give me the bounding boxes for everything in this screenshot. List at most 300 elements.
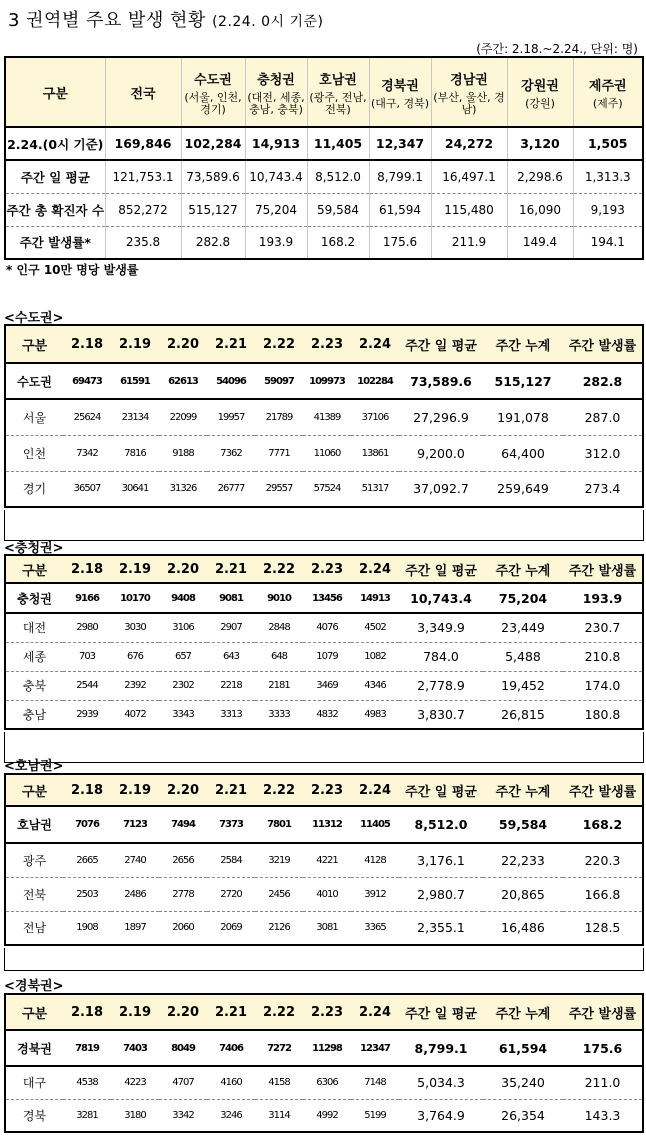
region-row-cell: 2907	[207, 613, 255, 642]
region-header-row-cell: 주간 일 평균	[399, 994, 483, 1030]
region-row-cell: 211.0	[563, 1066, 643, 1099]
region-header-row-cell: 2.21	[207, 994, 255, 1030]
summary-header-label: 충청권	[257, 72, 295, 88]
region-header-row	[5, 325, 643, 363]
region-header-row-label: 구분	[5, 774, 63, 806]
region-row-cell: 3081	[316, 922, 338, 934]
summary-cell: 194.1	[573, 226, 643, 259]
region-total-row	[5, 363, 643, 399]
region-header-row-cell: 2.23	[303, 325, 351, 363]
region-row-cell: 128.5	[584, 920, 621, 936]
region-row-cell: 2848	[255, 613, 303, 642]
summary-cell: 235.8	[105, 226, 181, 259]
region-row-cell: 784.0	[399, 642, 483, 671]
region-header-row-cell: 주간 누계	[483, 994, 563, 1030]
summary-header-sub: (강원)	[525, 96, 555, 110]
region-row-cell: 3219	[255, 843, 303, 877]
summary-cell: 282.8	[181, 226, 245, 259]
region-total-row-cell: 11298	[303, 1030, 351, 1066]
region-row-cell: 312.0	[563, 435, 643, 471]
region-row-cell: 1082	[351, 642, 399, 671]
region-row-label: 광주	[5, 843, 63, 877]
region-header-row-cell: 2.18	[63, 555, 111, 583]
region-row-cell: 5,488	[483, 642, 563, 671]
region-row-cell: 3106	[159, 613, 207, 642]
region-total-row-cell: 10170	[111, 583, 159, 613]
region-total-row-cell: 282.8	[563, 363, 643, 399]
region-row-cell: 7816	[111, 435, 159, 471]
region-row-cell: 4160	[207, 1066, 255, 1099]
region-row-cell: 64,400	[483, 435, 563, 471]
region-row-cell: 4221	[303, 843, 351, 877]
region-row-cell: 220.3	[563, 843, 643, 877]
summary-header-label: 강원권	[521, 78, 559, 94]
region-row-cell: 273.4	[584, 481, 621, 497]
region-row-cell: 3180	[124, 1109, 146, 1121]
region-total-row-label: 수도권	[5, 363, 63, 399]
region-row-cell: 4072	[124, 708, 146, 720]
summary-header-label: 수도권	[194, 72, 232, 88]
region-row-cell: 2456	[255, 877, 303, 911]
region-row-cell: 657	[159, 642, 207, 671]
region-row-label: 충남	[22, 707, 47, 722]
region-header-row-cell: 2.20	[159, 325, 207, 363]
region-total-row-cell: 8,512.0	[399, 806, 483, 843]
region-row-cell: 174.0	[563, 671, 643, 700]
region-row	[5, 911, 643, 945]
region-row	[5, 613, 643, 642]
summary-header-sub: (대구, 경북)	[370, 96, 430, 110]
summary-cell: 16,497.1	[431, 160, 507, 193]
region-row-cell: 2720	[207, 877, 255, 911]
region-row-cell: 210.8	[563, 642, 643, 671]
summary-cell: 8,799.1	[369, 160, 431, 193]
summary-row-label: 주간 일 평균	[5, 160, 105, 193]
region-row-cell: 13861	[351, 435, 399, 471]
region-row-cell: 2503	[63, 877, 111, 911]
region-row-cell: 11060	[303, 435, 351, 471]
table-blank-row	[4, 732, 644, 763]
summary-cell: 149.4	[507, 226, 573, 259]
region-total-row-cell: 73,589.6	[399, 363, 483, 399]
region-header-row-cell: 주간 발생률	[563, 325, 643, 363]
region-total-row-label: 호남권	[5, 806, 63, 843]
region-row-cell: 57524	[313, 483, 341, 495]
region-header-row-cell: 2.20	[159, 774, 207, 806]
region-table	[4, 993, 644, 1133]
summary-cell: 3,120	[507, 127, 573, 160]
region-row-cell: 3313	[220, 708, 242, 720]
region-row-cell: 3,764.9	[417, 1107, 465, 1123]
region-total-row-cell: 12347	[351, 1030, 399, 1066]
region-row-cell: 3246	[220, 1109, 242, 1121]
region-total-row-cell: 7801	[255, 806, 303, 843]
region-label: <충청권>	[4, 541, 64, 556]
region-total-row-cell: 61591	[111, 363, 159, 399]
region-header-row	[5, 555, 643, 583]
region-total-row-cell: 75,204	[483, 583, 563, 613]
region-row-cell: 31326	[169, 483, 197, 495]
region-row-cell: 19957	[207, 399, 255, 435]
summary-table	[4, 56, 644, 260]
region-row-cell: 26,815	[501, 706, 545, 722]
region-total-row-cell: 7403	[111, 1030, 159, 1066]
region-row-cell: 3342	[172, 1109, 194, 1121]
region-row-cell: 648	[255, 642, 303, 671]
region-row-cell: 21789	[255, 399, 303, 435]
region-row-label: 서울	[5, 399, 63, 435]
summary-row	[5, 226, 643, 259]
region-row-cell: 4707	[159, 1066, 207, 1099]
region-total-row-cell: 102284	[351, 363, 399, 399]
summary-header-label: 호남권	[319, 72, 357, 88]
region-row-cell: 2,778.9	[399, 671, 483, 700]
region-row-cell: 2665	[63, 843, 111, 877]
summary-row-label: 2.24.(0시 기준)	[5, 127, 105, 160]
region-table	[4, 773, 644, 946]
section-title	[8, 6, 324, 32]
region-row-cell: 2656	[159, 843, 207, 877]
summary-header-sub: (광주, 전남, 전북)	[309, 90, 367, 116]
region-header-row-cell: 2.20	[159, 555, 207, 583]
region-row-cell: 20,865	[483, 877, 563, 911]
region-label: <수도권>	[4, 311, 64, 326]
region-row	[5, 435, 643, 471]
region-row-cell: 7148	[351, 1066, 399, 1099]
summary-cell: 16,090	[507, 193, 573, 226]
summary-header-cell	[431, 57, 507, 127]
region-row-cell: 2980	[63, 613, 111, 642]
region-row-cell: 4158	[255, 1066, 303, 1099]
region-row-cell: 703	[63, 642, 111, 671]
region-header-row-cell: 2.24	[351, 774, 399, 806]
summary-header-sub: (서울, 인천, 경기)	[184, 90, 242, 116]
summary-cell: 11,405	[307, 127, 369, 160]
region-total-row-cell: 9408	[159, 583, 207, 613]
region-row-cell: 3333	[268, 708, 290, 720]
region-header-row-cell: 2.21	[207, 774, 255, 806]
region-row-cell: 3114	[268, 1109, 290, 1121]
summary-header-sub: (대전, 세종, 충남, 충북)	[247, 90, 305, 116]
region-header-row-cell: 2.22	[255, 325, 303, 363]
region-row-cell: 676	[111, 642, 159, 671]
region-total-row-cell: 175.6	[563, 1030, 643, 1066]
region-total-row-cell: 59097	[255, 363, 303, 399]
region-row-cell: 5199	[364, 1109, 386, 1121]
summary-header-cell	[5, 57, 105, 127]
region-label: <호남권>	[4, 759, 64, 774]
region-table	[4, 554, 644, 730]
region-total-row-cell: 10,743.4	[399, 583, 483, 613]
region-header-row-cell: 2.24	[351, 994, 399, 1030]
region-row	[5, 671, 643, 700]
summary-row-label: 주간 발생률*	[19, 235, 91, 251]
region-total-row-cell: 59,584	[483, 806, 563, 843]
region-header-row-cell: 주간 누계	[483, 325, 563, 363]
region-row-cell: 2778	[159, 877, 207, 911]
region-row-cell: 4223	[111, 1066, 159, 1099]
region-total-row-cell: 8049	[159, 1030, 207, 1066]
region-row-cell: 3469	[303, 671, 351, 700]
region-header-row-cell: 2.23	[303, 555, 351, 583]
region-header-row-cell: 주간 발생률	[563, 774, 643, 806]
summary-cell: 61,594	[369, 193, 431, 226]
region-row-cell: 4983	[364, 708, 386, 720]
summary-header-cell	[105, 57, 181, 127]
region-total-row-cell: 7494	[159, 806, 207, 843]
region-total-row-cell: 9166	[63, 583, 111, 613]
region-row-cell: 191,078	[483, 399, 563, 435]
region-header-row-label: 구분	[5, 555, 63, 583]
region-row-cell: 29557	[265, 483, 293, 495]
region-row-cell: 30641	[121, 483, 149, 495]
summary-cell: 8,512.0	[307, 160, 369, 193]
table-blank-row	[4, 948, 644, 971]
region-total-row-label: 경북권	[5, 1030, 63, 1066]
region-row-cell: 3343	[172, 708, 194, 720]
region-row-cell: 25624	[63, 399, 111, 435]
region-row-cell: 4128	[351, 843, 399, 877]
region-header-row	[5, 994, 643, 1030]
region-row-cell: 4538	[63, 1066, 111, 1099]
region-total-row-cell: 7076	[63, 806, 111, 843]
summary-cell: 193.9	[245, 226, 307, 259]
summary-cell: 14,913	[245, 127, 307, 160]
region-row-cell: 143.3	[584, 1107, 621, 1123]
table-blank-row	[4, 510, 644, 541]
summary-header-label: 경북권	[381, 78, 419, 94]
region-row-cell: 2392	[111, 671, 159, 700]
region-row-cell: 2740	[111, 843, 159, 877]
region-row-cell: 26777	[217, 483, 245, 495]
region-row-cell: 4346	[351, 671, 399, 700]
region-row-cell: 16,486	[501, 920, 545, 936]
region-row-cell: 4076	[303, 613, 351, 642]
region-row-cell: 2486	[111, 877, 159, 911]
summary-header-label: 전국	[130, 86, 156, 102]
region-row-cell: 22099	[159, 399, 207, 435]
summary-cell: 59,584	[307, 193, 369, 226]
region-row-cell: 3030	[111, 613, 159, 642]
summary-header-cell	[507, 57, 573, 127]
region-header-row-cell: 2.19	[111, 774, 159, 806]
summary-header-cell	[307, 57, 369, 127]
region-total-row-cell: 7406	[207, 1030, 255, 1066]
region-row-cell: 2181	[255, 671, 303, 700]
region-row	[5, 1066, 643, 1099]
region-total-row-cell: 168.2	[563, 806, 643, 843]
region-header-row-cell: 2.18	[63, 325, 111, 363]
region-header-row-cell: 주간 누계	[483, 555, 563, 583]
region-total-row	[5, 583, 643, 613]
region-row-cell: 3365	[364, 922, 386, 934]
region-row	[5, 399, 643, 435]
region-header-row-cell: 주간 일 평균	[399, 325, 483, 363]
region-row-cell: 9188	[159, 435, 207, 471]
region-total-row	[5, 806, 643, 843]
region-total-row-cell: 193.9	[563, 583, 643, 613]
summary-header-cell	[181, 57, 245, 127]
region-header-row-cell: 2.19	[111, 325, 159, 363]
region-row	[5, 642, 643, 671]
region-table	[4, 324, 644, 508]
region-row-label: 대전	[5, 613, 63, 642]
region-row-cell: 6306	[303, 1066, 351, 1099]
summary-row-label: 주간 총 확진자 수	[5, 193, 105, 226]
summary-cell: 75,204	[245, 193, 307, 226]
region-header-row-cell: 주간 누계	[483, 774, 563, 806]
summary-cell: 175.6	[369, 226, 431, 259]
region-total-row-cell: 9010	[255, 583, 303, 613]
region-total-row-label: 충청권	[5, 583, 63, 613]
region-row-cell: 9,200.0	[399, 435, 483, 471]
region-header-row-cell: 2.22	[255, 774, 303, 806]
summary-cell: 10,743.4	[245, 160, 307, 193]
region-header-row-cell: 2.24	[351, 555, 399, 583]
region-total-row-cell: 7272	[255, 1030, 303, 1066]
region-row-label: 경기	[22, 482, 47, 497]
region-row-label: 충북	[5, 671, 63, 700]
region-row-label: 전남	[22, 921, 47, 936]
region-row	[5, 843, 643, 877]
region-row-cell: 4832	[316, 708, 338, 720]
region-row-cell: 287.0	[563, 399, 643, 435]
region-row	[5, 1099, 643, 1132]
summary-header-label: 구분	[42, 86, 68, 102]
summary-cell: 12,347	[369, 127, 431, 160]
region-row-cell: 166.8	[563, 877, 643, 911]
region-header-row-cell: 2.18	[63, 994, 111, 1030]
region-label: <경북권>	[4, 979, 64, 994]
summary-row	[5, 193, 643, 226]
region-row-cell: 19,452	[483, 671, 563, 700]
region-header-row-cell: 2.21	[207, 325, 255, 363]
region-row-cell: 3,349.9	[399, 613, 483, 642]
summary-cell: 115,480	[431, 193, 507, 226]
region-row-cell: 2069	[220, 922, 242, 934]
region-row-cell: 1079	[303, 642, 351, 671]
region-row-cell: 643	[207, 642, 255, 671]
region-header-row-cell: 2.23	[303, 994, 351, 1030]
summary-row	[5, 160, 643, 193]
region-row-label: 경북	[22, 1108, 47, 1123]
region-header-row-cell: 2.23	[303, 774, 351, 806]
region-header-row-cell: 2.18	[63, 774, 111, 806]
region-row-cell: 2,355.1	[417, 920, 465, 936]
summary-header-cell	[369, 57, 431, 127]
region-row-cell: 51317	[361, 483, 389, 495]
region-total-row-cell: 54096	[207, 363, 255, 399]
region-row-cell: 37,092.7	[413, 481, 469, 497]
summary-cell: 515,127	[181, 193, 245, 226]
region-header-row-cell: 2.19	[111, 555, 159, 583]
region-row-cell: 2218	[207, 671, 255, 700]
region-total-row-cell: 7123	[111, 806, 159, 843]
summary-cell: 121,753.1	[105, 160, 181, 193]
region-row-label: 대구	[5, 1066, 63, 1099]
summary-header-label: 경남권	[450, 72, 488, 88]
region-total-row-cell: 13456	[303, 583, 351, 613]
region-row-cell: 2126	[268, 922, 290, 934]
region-header-row-cell: 주간 일 평균	[399, 774, 483, 806]
region-row-cell: 3,176.1	[399, 843, 483, 877]
region-header-row-cell: 주간 발생률	[563, 994, 643, 1030]
summary-cell: 102,284	[181, 127, 245, 160]
summary-cell: 24,272	[431, 127, 507, 160]
region-total-row-cell: 9081	[207, 583, 255, 613]
summary-header-label: 제주권	[588, 78, 627, 94]
region-row-cell: 4992	[316, 1109, 338, 1121]
region-row-cell: 23,449	[483, 613, 563, 642]
summary-header-sub: (부산, 울산, 경남)	[433, 90, 505, 116]
region-row-cell: 2939	[76, 708, 98, 720]
region-total-row-cell: 515,127	[483, 363, 563, 399]
region-header-row-cell: 2.21	[207, 555, 255, 583]
summary-cell: 2,298.6	[507, 160, 573, 193]
region-row-cell: 2544	[63, 671, 111, 700]
region-row	[5, 877, 643, 911]
region-header-row-cell: 2.22	[255, 555, 303, 583]
region-total-row-cell: 69473	[63, 363, 111, 399]
region-total-row-cell: 11405	[351, 806, 399, 843]
region-row-cell: 41389	[303, 399, 351, 435]
region-row-cell: 180.8	[584, 706, 621, 722]
region-row-cell: 2584	[207, 843, 255, 877]
footnote: * 인구 10만 명당 발생률	[6, 263, 139, 277]
region-row-cell: 1897	[124, 922, 146, 934]
region-header-row	[5, 774, 643, 806]
region-header-row-label: 구분	[5, 994, 63, 1030]
region-total-row-cell: 62613	[159, 363, 207, 399]
region-row-cell: 3,830.7	[417, 706, 465, 722]
region-total-row-cell: 61,594	[483, 1030, 563, 1066]
region-header-row-cell: 주간 발생률	[563, 555, 643, 583]
region-total-row-cell: 7373	[207, 806, 255, 843]
region-row-cell: 230.7	[563, 613, 643, 642]
summary-header-cell	[245, 57, 307, 127]
region-total-row-cell: 14913	[351, 583, 399, 613]
summary-cell: 169,846	[105, 127, 181, 160]
region-row-cell: 3281	[76, 1109, 98, 1121]
region-total-row-cell: 8,799.1	[399, 1030, 483, 1066]
region-header-row-cell: 2.24	[351, 325, 399, 363]
region-header-row-cell: 2.19	[111, 994, 159, 1030]
region-row-cell: 7362	[207, 435, 255, 471]
summary-row	[5, 127, 643, 160]
region-row	[5, 471, 643, 507]
region-row-cell: 35,240	[483, 1066, 563, 1099]
region-row-label: 세종	[5, 642, 63, 671]
region-row-cell: 2060	[172, 922, 194, 934]
region-row-cell: 259,649	[497, 481, 549, 497]
summary-cell: 1,313.3	[573, 160, 643, 193]
section-title-sub: (2.24. 0시 기준)	[212, 14, 324, 30]
region-header-row-cell: 2.20	[159, 994, 207, 1030]
region-total-row-cell: 11312	[303, 806, 351, 843]
region-total-row	[5, 1030, 643, 1066]
summary-header-row	[5, 57, 643, 127]
region-row-cell: 3912	[351, 877, 399, 911]
region-header-row-cell: 주간 일 평균	[399, 555, 483, 583]
region-row-cell: 7771	[255, 435, 303, 471]
region-total-row-cell: 109973	[303, 363, 351, 399]
summary-cell: 211.9	[431, 226, 507, 259]
region-row-cell: 7342	[63, 435, 111, 471]
region-row-cell: 22,233	[483, 843, 563, 877]
region-row-cell: 1908	[76, 922, 98, 934]
region-row-cell: 26,354	[501, 1107, 545, 1123]
region-row-cell: 4502	[351, 613, 399, 642]
